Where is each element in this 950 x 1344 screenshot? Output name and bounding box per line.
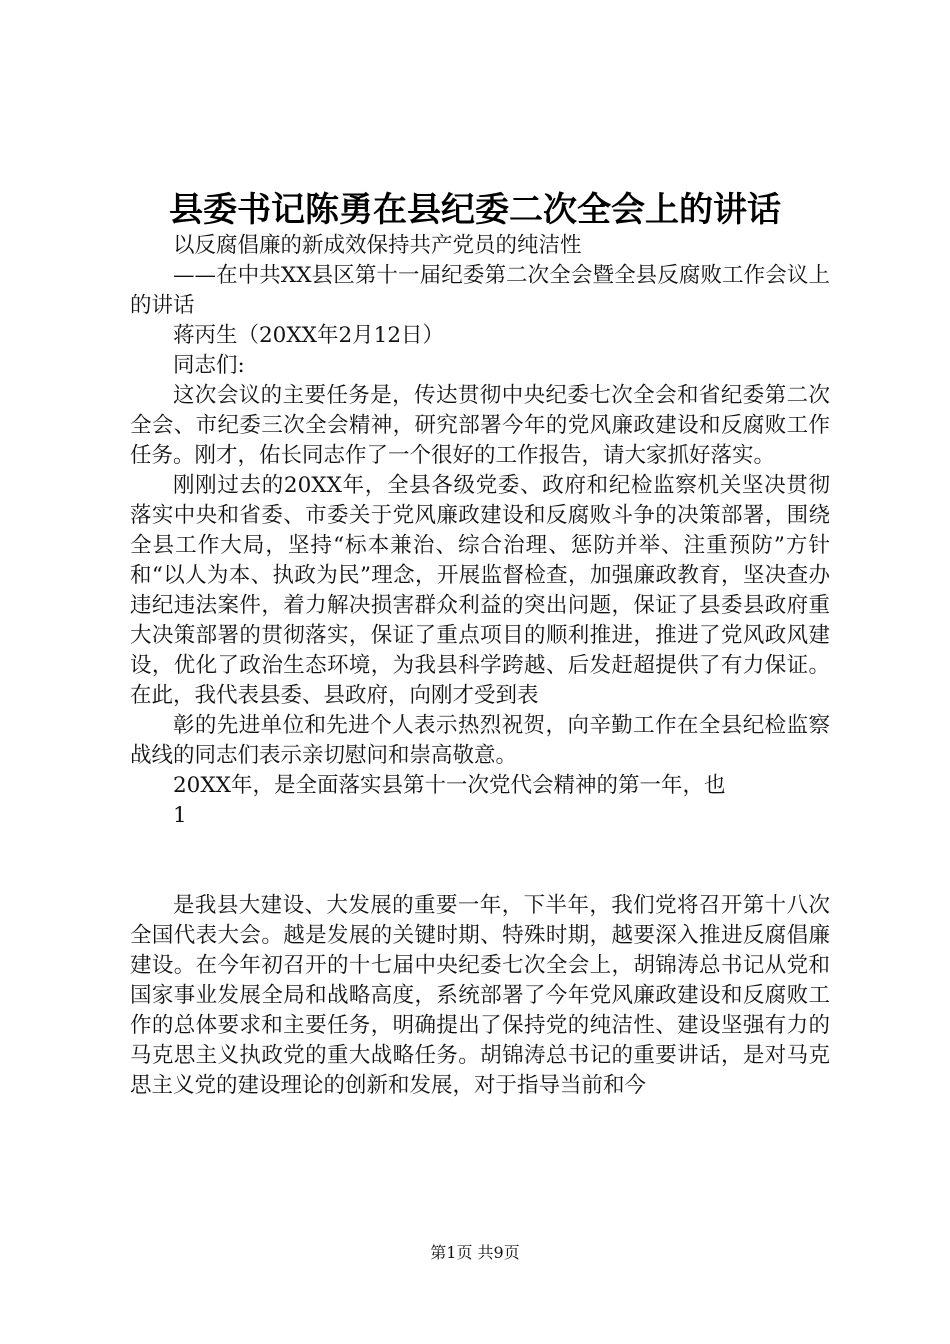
paragraph: 彰的先进单位和先进个人表示热烈祝贺，向辛勤工作在全县纪检监察战线的同志们表示亲切慰问和崇高敬意。 <box>130 713 830 768</box>
paragraph: 这次会议的主要任务是，传达贯彻中央纪委七次全会和省纪委第二次全会、市纪委三次全会精神，研究部署今年的党风廉政建设和反腐败工作任务。刚才，佑长同志作了一个很好的工作报告，请大家抓好落实。 <box>130 383 830 468</box>
subheading: ——在中共XX县区第十一届纪委第二次全会暨全县反腐败工作会议上的讲话 <box>130 263 830 318</box>
subtitle: 以反腐倡廉的新成效保持共产党员的纯洁性 <box>173 233 582 258</box>
document-title: 县委书记陈勇在县纪委二次全会上的讲话 <box>169 190 781 230</box>
byline: 蒋丙生（20XX年2月12日） <box>173 323 445 348</box>
salutation: 同志们: <box>173 353 245 378</box>
paragraph: 是我县大建设、大发展的重要一年，下半年，我们党将召开第十八次全国代表大会。越是发展的关键时期、特殊时期，越要深入推进反腐倡廉建设。在今年初召开的十七届中央纪委七次全会上，胡锦涛总书记从党和国家事业发展全局和战略高度，系统部署了今年党风廉政建设和反腐败工作的总体要求和主要任务，明确提出了保持党的纯洁性、建设坚强有力的马克思主义执政党的重大战略任务。胡锦涛总书记的重要讲话，是对马克思主义党的建设理论的创新和发展，对于指导当前和今 <box>130 893 830 1098</box>
document-body <box>130 231 830 1101</box>
page-indicator: 第1页 共9页 <box>430 1243 520 1262</box>
paragraph: 刚刚过去的20XX年，全县各级党委、政府和纪检监察机关坚决贯彻落实中央和省委、市委关于党风廉政建设和反腐败斗争的决策部署，围绕全县工作大局，坚持“标本兼治、综合治理、惩防并举、注重预防”方针和“以人为本、执政为民”理念，开展监督检查，加强廉政教育，坚决查办违纪违法案件，着力解决损害群众利益的突出问题，保证了县委县政府重大决策部署的贯彻落实，保证了重点项目的顺利推进，推进了党风政风建设，优化了政治生态环境，为我县科学跨越、后发赶超提供了有力保证。在此，我代表县委、县政府，向刚才受到表 <box>130 473 830 708</box>
paragraph: 20XX年，是全面落实县第十一次党代会精神的第一年，也 <box>173 773 726 798</box>
inline-page-number: 1 <box>173 803 187 828</box>
